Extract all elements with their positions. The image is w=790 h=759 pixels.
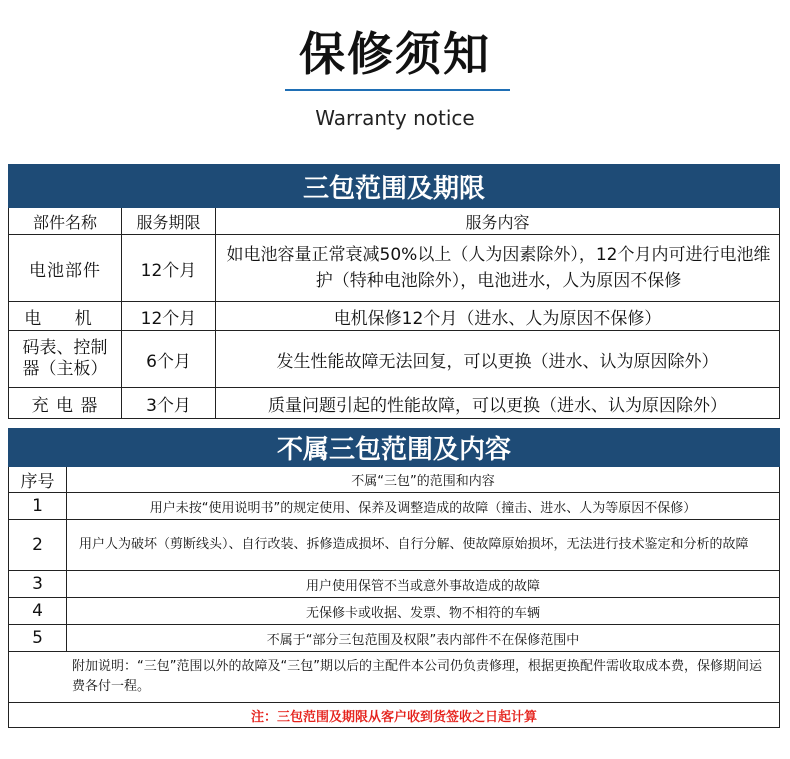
row-number: 2 [9, 520, 67, 571]
row-number: 5 [9, 625, 67, 652]
exclusion-text: 用户使用保管不当或意外事故造成的故障 [67, 571, 780, 598]
service-content: 发生性能故障无法回复，可以更换（进水、认为原因除外） [216, 331, 780, 388]
row-number: 1 [9, 493, 67, 520]
exclusion-text: 用户人为破坏（剪断线头）、自行改装、拆修造成损坏、自行分解、使故障原始损坏，无法进行技术鉴定和分析的故障 [67, 520, 780, 571]
table-row [9, 571, 780, 598]
service-period: 3个月 [122, 388, 216, 419]
table-row [9, 598, 780, 625]
table-row [9, 302, 780, 331]
column-header-number: 序号 [9, 467, 67, 493]
additional-note: 附加说明：“三包”范围以外的故障及“三包”期以后的主配件本公司仍负责修理，根据更换配件需收取成本费，保修期间运费各付一程。 [9, 652, 780, 703]
exclusion-text: 不属于“部分三包范围及权限”表内部件不在保修范围中 [67, 625, 780, 652]
page-subtitle: Warranty notice [315, 106, 475, 130]
warranty-scope-banner: 三包范围及期限 [9, 165, 780, 208]
table-row [9, 625, 780, 652]
table-row [9, 331, 780, 388]
exclusions-banner: 不属三包范围及内容 [9, 429, 780, 467]
exclusion-text: 无保修卡或收据、发票、物不相符的车辆 [67, 598, 780, 625]
service-content: 如电池容量正常衰减50%以上（人为因素除外），12个月内可进行电池维护（特种电池除外），电池进水，人为原因不保修 [216, 235, 780, 302]
column-header-exclusion: 不属“三包”的范围和内容 [67, 467, 780, 493]
service-period: 12个月 [122, 302, 216, 331]
service-content: 电机保修12个月（进水、人为原因不保修） [216, 302, 780, 331]
column-header-part: 部件名称 [9, 208, 122, 235]
page-title: 保修须知 [299, 27, 491, 81]
exclusion-text: 用户未按“使用说明书”的规定使用、保养及调整造成的故障（撞击、进水、人为等原因不保修） [67, 493, 780, 520]
footer-notice: 注：三包范围及期限从客户收到货签收之日起计算 [9, 703, 780, 728]
table-row [9, 235, 780, 302]
part-name: 电 机 [9, 302, 122, 331]
warranty-scope-table [8, 164, 780, 419]
row-number: 3 [9, 571, 67, 598]
column-header-period: 服务期限 [122, 208, 216, 235]
table-row [9, 388, 780, 419]
part-name: 码表、控制器（主板） [9, 331, 122, 388]
table-row [9, 493, 780, 520]
service-period: 12个月 [122, 235, 216, 302]
column-header-content: 服务内容 [216, 208, 780, 235]
row-number: 4 [9, 598, 67, 625]
title-underline [285, 89, 510, 91]
service-period: 6个月 [122, 331, 216, 388]
part-name: 充 电 器 [9, 388, 122, 419]
exclusions-table [8, 428, 780, 728]
service-content: 质量问题引起的性能故障，可以更换（进水、认为原因除外） [216, 388, 780, 419]
table-row [9, 520, 780, 571]
part-name: 电池部件 [9, 235, 122, 302]
